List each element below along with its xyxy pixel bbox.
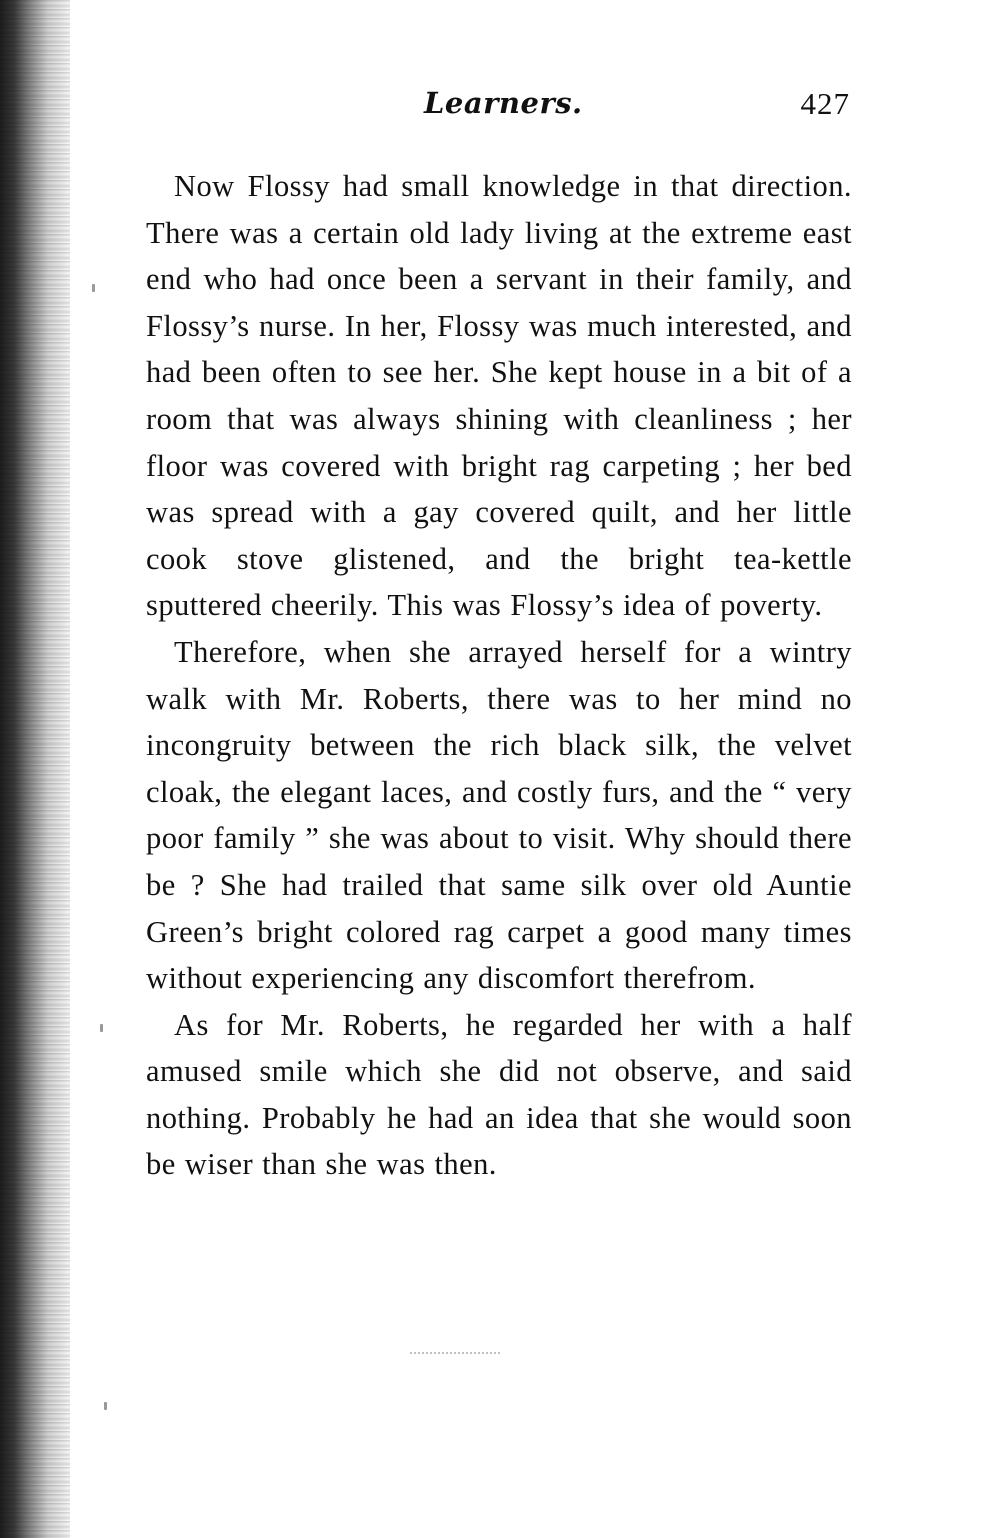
print-speck [92,284,95,292]
page-number: 427 [800,86,850,121]
body-text [146,163,852,1188]
paragraph-2: Therefore, when she arrayed herself for a wintry walk with Mr. Roberts, there was to her mind no incongruity between the rich black silk, the velvet cloak, the elegant laces, and costly furs, and the “ very poor family ” she was about to visit. Why should there be ? She had trailed that same silk over old Auntie Green’s bright colored rag carpet a good many times without experiencing any discomfort therefrom. [146,634,852,996]
print-speck [104,1402,107,1410]
running-title: Learners. [424,86,583,120]
binding-shadow [0,0,70,1538]
paragraph-1: Now Flossy had small knowledge in that direction. There was a certain old lady living at the extreme east end who had once been a servant in their family, and Flossy’s nurse. In her, Flossy was much interested, and had been often to see her. She kept house in a bit of a room that was always shining with cleanliness ; her floor was covered with bright rag carpeting ; her bed was spread with a gay covered quilt, and her little cook stove glistened, and the bright tea-kettle sputtered cheerily. This was Flossy’s idea of poverty. [146,169,852,623]
print-speck [100,1024,103,1032]
paragraph-3: As for Mr. Roberts, he regarded her with a half amused smile which she did not observe, and said nothing. Probably he had an idea that she would soon be wiser than she was then. [146,1007,852,1182]
print-specks [410,1352,500,1360]
page-header [146,86,850,130]
